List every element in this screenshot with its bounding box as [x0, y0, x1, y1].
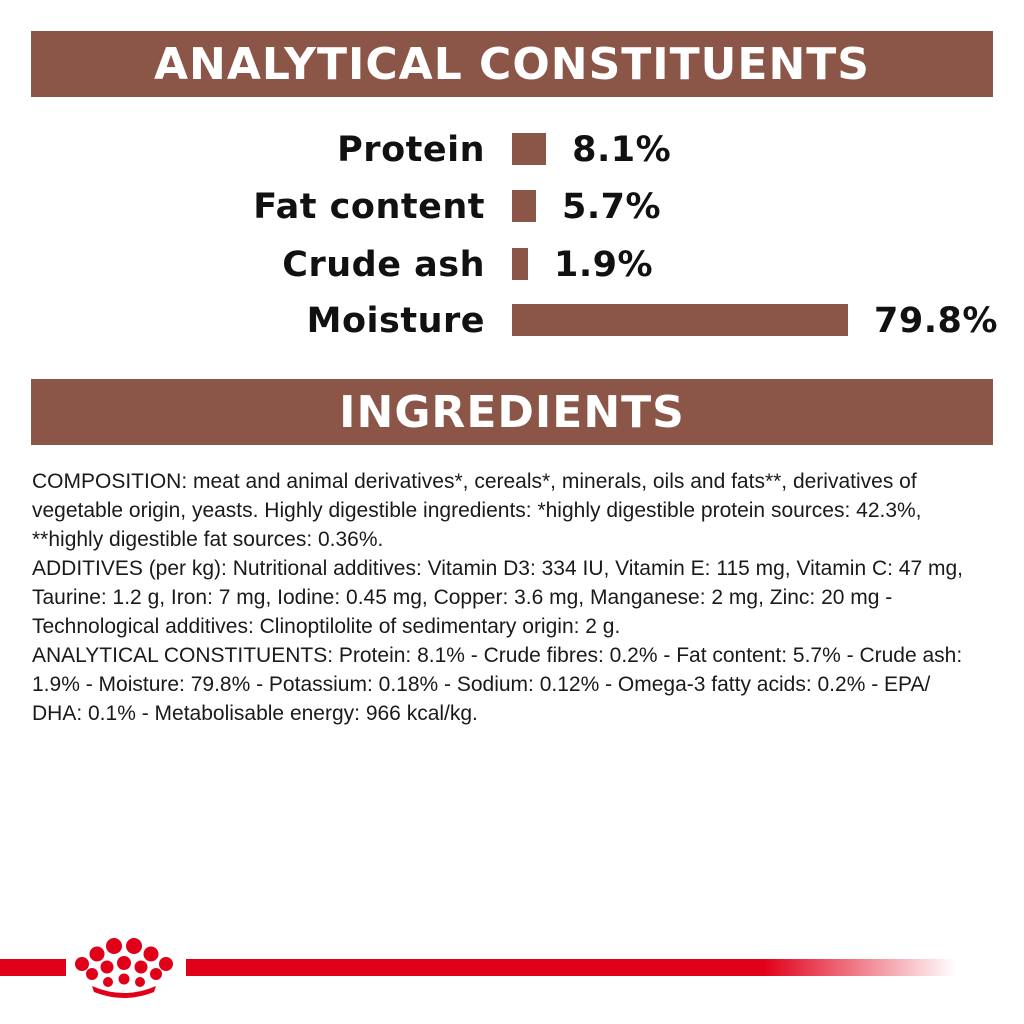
bar-label: Fat content [253, 187, 485, 227]
bar [512, 190, 536, 222]
bar-value-label: 79.8% [874, 301, 998, 341]
analytical-constituents-header [31, 31, 993, 97]
crown-icon [70, 934, 178, 998]
bar-label: Protein [337, 130, 485, 170]
footer-red-line-right [186, 959, 956, 976]
ingredients-title: INGREDIENTS [339, 386, 685, 438]
bar-label: Moisture [306, 301, 485, 341]
bar-label: Crude ash [282, 245, 485, 285]
bar [512, 304, 848, 336]
ingredients-header [31, 379, 993, 445]
additives-paragraph: ADDITIVES (per kg): Nutritional additives: Vitamin D3: 334 IU, Vitamin E: 115 mg, Vitamin C: 47 mg, Taurine: 1.2 g, Iron: 7 mg, Iodine: 0.45 mg, Copper: 3.6 mg, Manganese: 2 mg, Zinc: 20 mg - Technological additives: Clinoptilolite of sedimentary origin: 2 g. [32, 557, 963, 638]
footer-red-line-left [0, 959, 66, 976]
bar [512, 133, 546, 165]
analytical-constituents-title: ANALYTICAL CONSTITUENTS [154, 38, 870, 90]
bar-value-label: 1.9% [554, 245, 654, 285]
composition-paragraph: COMPOSITION: meat and animal derivatives*, cereals*, minerals, oils and fats**, derivatives of vegetable origin, yeasts. Highly digestible ingredients: *highly digestible protein sources: 42.3%, **highly digestible fat sources: 0.36%. [32, 470, 922, 551]
analytical-paragraph: ANALYTICAL CONSTITUENTS: Protein: 8.1% - Crude fibres: 0.2% - Fat content: 5.7% - Crude ash: 1.9% - Moisture: 79.8% - Potassium: 0.18% - Sodium: 0.12% - Omega-3 fatty acids: 0.2% - EPA/ DHA: 0.1% - Metabolisable energy: 966 kcal/kg. [32, 644, 963, 725]
bar [512, 248, 528, 280]
bar-row-fat-content [0, 187, 1024, 227]
bar-value-label: 8.1% [572, 130, 672, 170]
bar-row-moisture [0, 301, 1024, 341]
bar-row-crude-ash [0, 245, 1024, 285]
bar-value-label: 5.7% [562, 187, 662, 227]
bar-row-protein [0, 130, 1024, 170]
ingredients-text [32, 467, 972, 728]
